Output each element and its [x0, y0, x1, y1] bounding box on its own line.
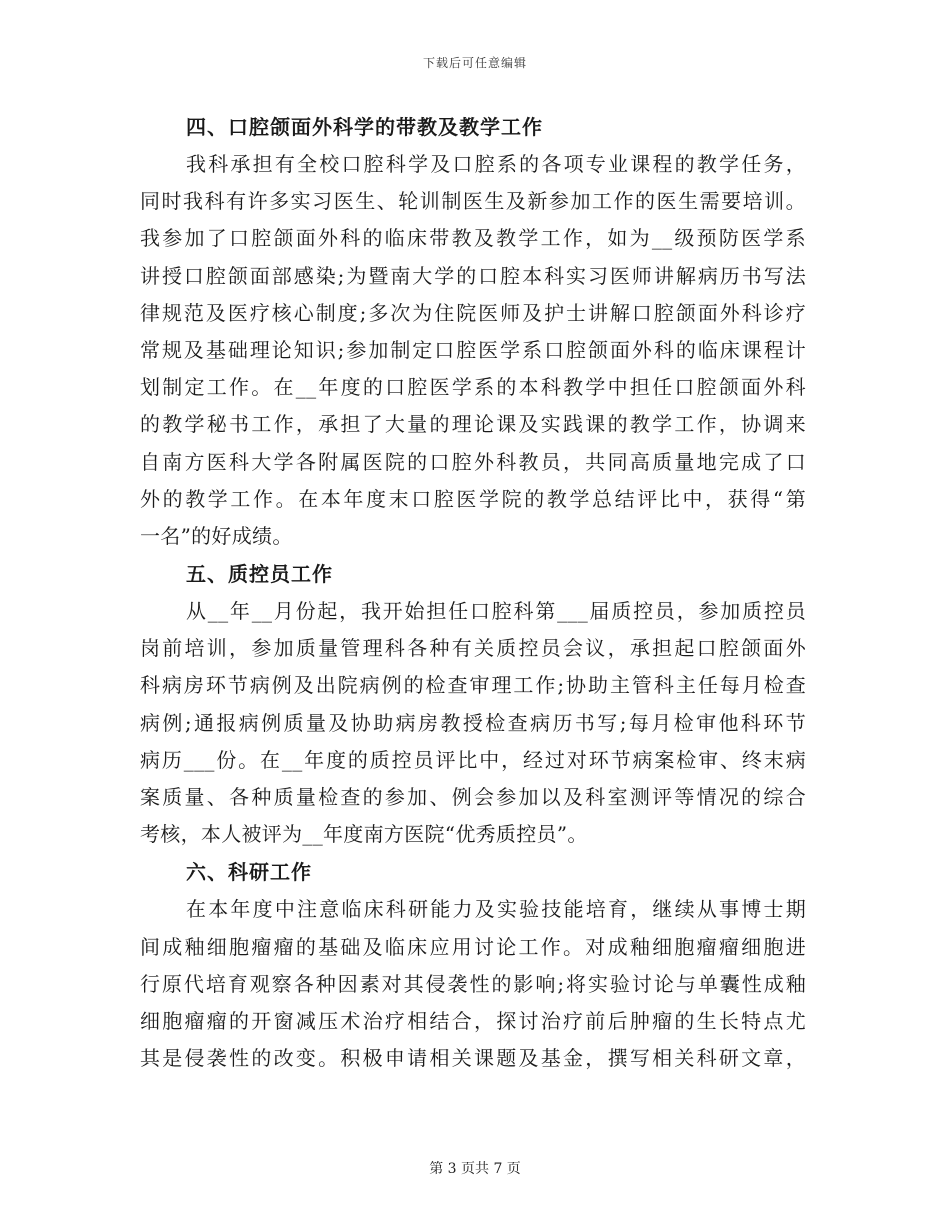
paragraph-line: 讲授口腔颌面部感染;为暨南大学的口腔本科实习医师讲解病历书写法 [140, 263, 806, 288]
paragraph-line: 细胞瘤瘤的开窗减压术治疗相结合，探讨治疗前后肿瘤的生长特点尤 [140, 1008, 806, 1033]
paragraph-line: 外的教学工作。在本年度末口腔医学院的教学总结评比中，获得“第 [140, 486, 806, 511]
page-footer: 第 3 页共 7 页 [429, 1161, 521, 1177]
paragraph-line: 律规范及医疗核心制度;多次为住院医师及护士讲解口腔颌面外科诊疗 [140, 300, 806, 325]
paragraph-line: 划制定工作。在__年度的口腔医学系的本科教学中担任口腔颌面外科 [140, 375, 806, 400]
paragraph-line: 在本年度中注意临床科研能力及实验技能培育，继续从事博士期 [186, 897, 806, 922]
paragraph-line: 自南方医科大学各附属医院的口腔外科教员，共同高质量地完成了口 [140, 449, 806, 474]
document-body [140, 108, 806, 1077]
paragraph-line: 间成釉细胞瘤瘤的基础及临床应用讨论工作。对成釉细胞瘤瘤细胞进 [140, 934, 806, 959]
paragraph-line: 我科承担有全校口腔科学及口腔系的各项专业课程的教学任务， [186, 152, 806, 176]
paragraph-line: 我参加了口腔颌面外科的临床带教及教学工作，如为__级预防医学系 [140, 226, 806, 251]
paragraph-line: 常规及基础理论知识;参加制定口腔医学系口腔颌面外科的临床课程计 [140, 337, 806, 362]
paragraph-line: 一名”的好成绩。 [140, 523, 293, 548]
paragraph-line: 从__年__月份起，我开始担任口腔科第___届质控员，参加质控员 [186, 599, 806, 624]
section-heading: 五、质控员工作 [186, 562, 333, 587]
paragraph-line: 的教学秘书工作，承担了大量的理论课及实践课的教学工作，协调来 [140, 412, 806, 437]
paragraph-line: 同时我科有许多实习医生、轮训制医生及新参加工作的医生需要培训。 [140, 189, 806, 214]
paragraph-line: 案质量、各种质量检查的参加、例会参加以及科室测评等情况的综合 [140, 785, 806, 809]
paragraph-line: 病历___份。在__年度的质控员评比中，经过对环节病案检审、终末病 [140, 747, 806, 772]
page-header: 下载后可任意编辑 [422, 56, 527, 70]
paragraph-line: 病例;通报病例质量及协助病房教授检查病历书写;每月检审他科环节 [140, 710, 806, 735]
section-heading: 六、科研工作 [186, 860, 312, 885]
paragraph-line: 行原代培育观察各种因素对其侵袭性的影响;将实验讨论与单囊性成釉 [140, 971, 806, 996]
section-heading: 四、口腔颌面外科学的带教及教学工作 [186, 115, 543, 139]
paragraph-line: 考核，本人被评为__年度南方医院“优秀质控员”。 [140, 822, 588, 847]
paragraph-line: 其是侵袭性的改变。积极申请相关课题及基金，撰写相关科研文章， [140, 1046, 806, 1071]
paragraph-line: 科病房环节病例及出院病例的检查审理工作;协助主管科主任每月检查 [140, 673, 806, 698]
paragraph-line: 岗前培训，参加质量管理科各种有关质控员会议，承担起口腔颌面外 [140, 636, 806, 661]
